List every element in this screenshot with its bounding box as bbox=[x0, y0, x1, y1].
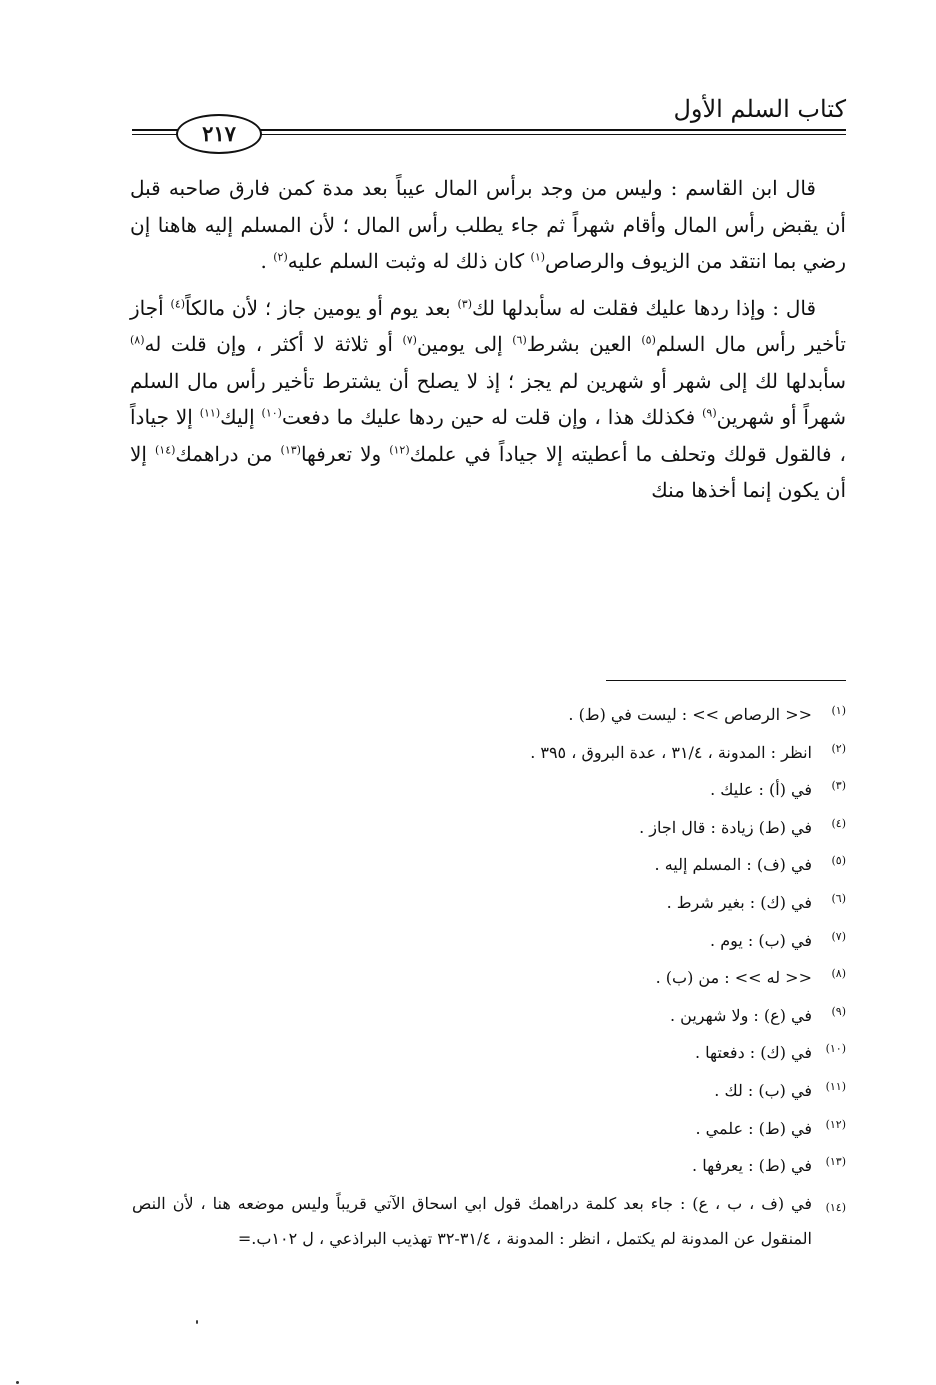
footnote-ref: (٣) bbox=[457, 296, 472, 310]
footnote-number: (١٢) bbox=[825, 1117, 846, 1131]
footnote-text: انظر : المدونة ، ٣١/٤ ، عدة البروق ، ٣٩٥ . bbox=[530, 742, 812, 762]
footnotes bbox=[126, 697, 846, 1257]
footnote-number: (١) bbox=[831, 704, 846, 717]
running-header-title: كتاب السلم الأول bbox=[673, 95, 846, 123]
footnote-ref: (٢) bbox=[273, 250, 288, 264]
footnote-item bbox=[126, 1073, 846, 1111]
footnote-item bbox=[126, 772, 846, 810]
footnote-item bbox=[126, 998, 846, 1036]
footnote-number: (١٠) bbox=[825, 1042, 846, 1056]
footnote-ref: (١١) bbox=[199, 406, 221, 420]
scan-speck bbox=[16, 1381, 19, 1384]
footnote-text: << الرصاص >> : ليست في (ط) . bbox=[568, 705, 812, 724]
footnote-ref: (١) bbox=[530, 250, 546, 264]
footnote-number: (١٤) bbox=[825, 1200, 846, 1214]
footnote-text: في (ك) : بغير شرط . bbox=[666, 892, 812, 912]
footnote-item bbox=[126, 847, 846, 885]
footnote-text: في (ف ، ب ، ع) : جاء بعد كلمة دراهمك قول ابي اسحاق الآتي قريباً وليس موضعه هنا ، لأن النص المنقول عن المدونة لم يكتمل ، انظر : المدونة ، ٣١/٤-٣٢ تهذيب البراذعي ، ل ١٠٢ب.= bbox=[132, 1193, 813, 1249]
footnote-number: (١١) bbox=[825, 1079, 846, 1093]
main-text bbox=[130, 170, 846, 519]
footnote-text: في (ب) : يوم . bbox=[710, 930, 812, 950]
footnote-number: (٩) bbox=[831, 1004, 846, 1018]
footnote-number: (١٣) bbox=[825, 1155, 846, 1169]
footnote-ref: (٥) bbox=[641, 333, 656, 347]
footnote-item bbox=[126, 735, 846, 773]
paragraph-1: قال ابن القاسم : وليس من وجد برأس المال عيباً بعد مدة كمن فارق صاحبه قبل أن يقبض رأس المال وأقام شهراً ثم جاء يطلب رأس المال ؛ لأن المسلم إليه هاهنا إن رضي بما انتقد من الزيوف والرصاص$^{(١)}$ كان ذلك له وثبت السلم عليه$^{(٢)}$ . bbox=[130, 176, 846, 273]
footnote-ref: (٧) bbox=[402, 333, 417, 347]
footnote-ref: (١٤) bbox=[155, 442, 176, 456]
footnote-text: في (أ) : عليك . bbox=[710, 780, 812, 800]
footnote-text: في (ط) : يعرفها . bbox=[692, 1156, 812, 1176]
footnote-ref: (١٣) bbox=[280, 442, 301, 456]
footnote-text: في (ب) : لك . bbox=[714, 1080, 812, 1100]
footnote-number: (٧) bbox=[831, 929, 846, 943]
footnote-item bbox=[126, 1186, 846, 1257]
footnote-item bbox=[126, 697, 846, 735]
footnote-number: (٦) bbox=[831, 891, 846, 905]
scan-speck bbox=[196, 1320, 198, 1324]
footnote-separator bbox=[606, 680, 846, 681]
footnote-item bbox=[126, 1148, 846, 1186]
footnote-number: (٣) bbox=[831, 779, 846, 793]
paragraph-2: قال : وإذا ردها عليك فقلت له سأبدلها لك$^{(٣)}$ بعد يوم أو يومين جاز ؛ لأن مالكاً$^{(٤)}$ أجاز تأخير رأس مال السلم$^{(٥)}$ العين بشرط$^{(٦)}$ إلى يومين$^{(٧)}$ أو ثلاثة لا أكثر ، وإن قلت له$^{(٨)}$ سأبدلها لك إلى شهر أو شهرين لم يجز ؛ إذ لا يصلح أن يشترط تأخير رأس مال السلم شهراً أو شهرين$^{(٩)}$ فكذلك هذا ، وإن قلت له حين ردها عليك ما دفعت$^{(١٠)}$ إليك$^{(١١)}$ إلا جياداً ، فالقول قولك وتحلف ما أعطيته إلا جياداً في علمك$^{(١٢)}$ ولا تعرفها$^{(١٣)}$ من دراهمك$^{(١٤)}$ إلا أن يكون إنما أخذها منك bbox=[130, 295, 847, 502]
footnote-item bbox=[126, 960, 846, 998]
footnote-item bbox=[126, 1035, 846, 1073]
footnote-item bbox=[126, 923, 846, 961]
footnote-ref: (٨) bbox=[130, 333, 145, 347]
page-number: ٢١٧ bbox=[176, 114, 262, 154]
footnote-text: في (ط) زيادة : قال اجاز . bbox=[639, 817, 812, 837]
footnote-item bbox=[126, 885, 846, 923]
footnote-text: في (ف) : المسلم إليه . bbox=[654, 855, 812, 875]
footnote-text: في (ك) : دفعتها . bbox=[694, 1043, 812, 1063]
footnote-number: (٨) bbox=[831, 967, 846, 981]
footnote-item bbox=[126, 810, 846, 848]
footnote-text: << له >> : من (ب) . bbox=[655, 968, 812, 988]
footnote-ref: (٦) bbox=[512, 333, 527, 347]
footnote-text: في (ط) : علمي . bbox=[695, 1118, 812, 1138]
footnote-text: في (ع) : ولا شهرين . bbox=[669, 1005, 812, 1025]
footnote-ref: (٤) bbox=[170, 296, 186, 310]
footnote-ref: (١٢) bbox=[389, 442, 410, 456]
footnote-ref: (١٠) bbox=[261, 406, 282, 420]
footnote-number: (٥) bbox=[831, 854, 846, 868]
footnote-item bbox=[126, 1111, 846, 1149]
footnote-ref: (٩) bbox=[702, 406, 717, 420]
footnote-number: (٢) bbox=[831, 741, 846, 755]
footnote-number: (٤) bbox=[831, 816, 846, 830]
